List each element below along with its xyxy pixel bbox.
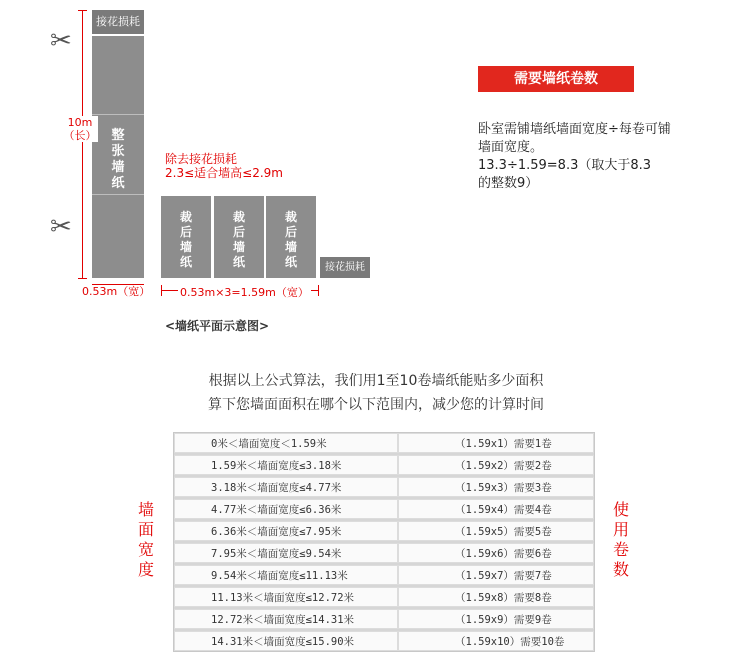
range-cell: 3.18米＜墙面宽度≤4.77米 [174,477,398,497]
length-tick-bottom [78,278,87,279]
length-paren: （长） [63,129,97,142]
length-dimension-line [82,10,83,278]
length-tick-top [78,10,87,11]
cut-line-lower [92,194,144,195]
cut-note-line2: 2.3≤适合墙高≤2.9m [165,166,283,180]
formula-line: 墙面宽度。 [478,140,544,155]
table-row [174,521,594,543]
diagram-caption: <墙纸平面示意图> [165,319,270,333]
formula-explanation [478,121,708,193]
rolls-needed-badge: 需要墙纸卷数 [478,66,634,92]
cut-piece [214,196,264,278]
table-row [174,631,594,651]
formula-line: 13.3÷1.59=8.3（取大于8.3 [478,158,652,173]
cut-note [165,152,283,180]
range-cell: 1.59米＜墙面宽度≤3.18米 [174,455,398,475]
range-cell: 6.36米＜墙面宽度≤7.95米 [174,521,398,541]
rolls-cell: （1.59x8）需要8卷 [398,587,594,607]
length-label-box [62,116,98,142]
width-label: 0.53m（宽） [82,285,151,298]
rolls-cell: （1.59x1）需要1卷 [398,433,594,453]
right-side-label: 使用卷数 [612,500,629,579]
multi-width-tick-right [318,285,319,296]
formula-line: 的整数9） [478,176,539,191]
rolls-cell: （1.59x10）需要10卷 [398,631,594,651]
length-label: 10m [67,116,93,129]
multi-width-label: 0.53m×3=1.59m（宽） [180,286,309,299]
table-row [174,587,594,609]
cut-piece [161,196,211,278]
rolls-table [173,432,595,652]
cut-note-line1: 除去接花损耗 [165,152,238,166]
cut-line-upper [92,114,144,115]
range-cell: 7.95米＜墙面宽度≤9.54米 [174,543,398,563]
intro-line2: 算下您墙面面积在哪个以下范围内，减少您的计算时间 [208,397,544,413]
cut-piece-label: 裁后墙纸 [284,210,297,269]
table-row [174,433,594,455]
cut-piece-label: 裁后墙纸 [232,210,245,269]
rolls-cell: （1.59x2）需要2卷 [398,455,594,475]
table-row [174,477,594,499]
table-row [174,565,594,587]
left-side-label: 墙面宽度 [137,500,154,579]
range-cell: 0米＜墙面宽度＜1.59米 [174,433,398,453]
waste-small-label: 接花损耗 [325,262,365,273]
table-row [174,543,594,565]
range-cell: 11.13米＜墙面宽度≤12.72米 [174,587,398,607]
scissors-icon: ✂ [50,212,72,242]
rolls-cell: （1.59x9）需要9卷 [398,609,594,629]
waste-small-block [320,257,370,278]
rolls-cell: （1.59x6）需要6卷 [398,543,594,563]
range-cell: 9.54米＜墙面宽度≤11.13米 [174,565,398,585]
rolls-cell: （1.59x4）需要4卷 [398,499,594,519]
formula-line: 卧室需铺墙纸墙面宽度÷每卷可铺 [478,122,671,137]
cut-piece-label: 裁后墙纸 [179,210,192,269]
table-row [174,609,594,631]
waste-top-label: 接花损耗 [96,15,140,28]
table-row [174,455,594,477]
rolls-cell: （1.59x3）需要3卷 [398,477,594,497]
intro-line1: 根据以上公式算法，我们用1至10卷墙纸能贴多少面积 [208,373,544,389]
strip-label: 整张墙纸 [111,128,125,191]
range-cell: 12.72米＜墙面宽度≤14.31米 [174,609,398,629]
scissors-icon: ✂ [50,26,72,56]
multi-width-tick-left [161,285,162,296]
table-row [174,499,594,521]
range-cell: 14.31米＜墙面宽度≤15.90米 [174,631,398,651]
range-cell: 4.77米＜墙面宽度≤6.36米 [174,499,398,519]
rolls-cell: （1.59x5）需要5卷 [398,521,594,541]
waste-top-block [92,10,144,34]
rolls-cell: （1.59x7）需要7卷 [398,565,594,585]
cut-piece [266,196,316,278]
